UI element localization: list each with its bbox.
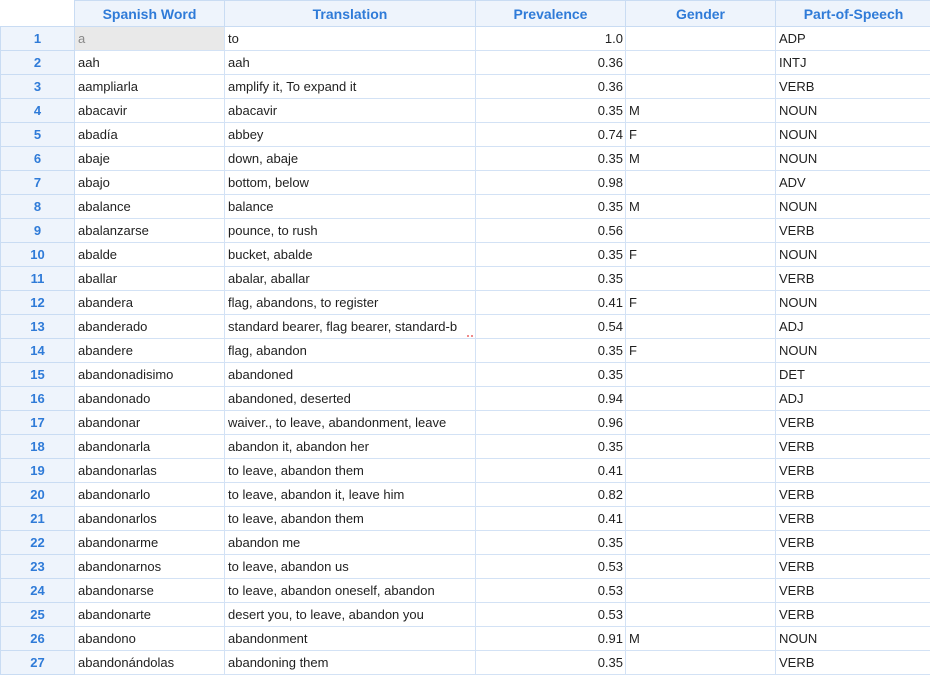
- cell-translation[interactable]: standard bearer, flag bearer, standard-b: [225, 315, 476, 339]
- table-row: [1, 315, 930, 339]
- cell-spanish-word[interactable]: abajo: [75, 171, 225, 195]
- cell-translation[interactable]: balance: [225, 195, 476, 219]
- cell-translation[interactable]: abandonment: [225, 627, 476, 651]
- cell-prevalence[interactable]: 0.41: [476, 507, 626, 531]
- corner-cell[interactable]: [1, 1, 75, 27]
- column-header-prevalence[interactable]: Prevalence: [476, 1, 626, 27]
- cell-translation[interactable]: pounce, to rush: [225, 219, 476, 243]
- cell-prevalence[interactable]: 0.35: [476, 147, 626, 171]
- cell-part-of-speech[interactable]: NOUN: [776, 627, 930, 651]
- cell-gender[interactable]: [626, 531, 776, 555]
- cell-prevalence[interactable]: 0.35: [476, 363, 626, 387]
- table-row: [1, 627, 930, 651]
- cell-part-of-speech[interactable]: VERB: [776, 531, 930, 555]
- row-number[interactable]: 10: [1, 243, 75, 267]
- cell-part-of-speech[interactable]: NOUN: [776, 99, 930, 123]
- cell-gender[interactable]: [626, 27, 776, 51]
- cell-gender[interactable]: [626, 75, 776, 99]
- cell-spanish-word[interactable]: abandera: [75, 291, 225, 315]
- table-row: [1, 579, 930, 603]
- cell-part-of-speech[interactable]: ADJ: [776, 387, 930, 411]
- cell-part-of-speech[interactable]: VERB: [776, 603, 930, 627]
- cell-translation[interactable]: abandon me: [225, 531, 476, 555]
- cell-translation[interactable]: down, abaje: [225, 147, 476, 171]
- table-row: [1, 531, 930, 555]
- table-row: [1, 387, 930, 411]
- column-header-translation[interactable]: Translation: [225, 1, 476, 27]
- row-number[interactable]: 9: [1, 219, 75, 243]
- cell-spanish-word[interactable]: a: [75, 27, 225, 51]
- cell-spanish-word[interactable]: abalance: [75, 195, 225, 219]
- cell-gender[interactable]: F: [626, 291, 776, 315]
- row-number[interactable]: 1: [1, 27, 75, 51]
- cell-prevalence[interactable]: 0.82: [476, 483, 626, 507]
- cell-translation[interactable]: to leave, abandon them: [225, 459, 476, 483]
- cell-spanish-word[interactable]: abaje: [75, 147, 225, 171]
- cell-translation[interactable]: bucket, abalde: [225, 243, 476, 267]
- cell-translation[interactable]: abacavir: [225, 99, 476, 123]
- cell-part-of-speech[interactable]: NOUN: [776, 195, 930, 219]
- cell-gender[interactable]: [626, 267, 776, 291]
- cell-gender[interactable]: F: [626, 339, 776, 363]
- cell-gender[interactable]: [626, 171, 776, 195]
- cell-spanish-word[interactable]: aah: [75, 51, 225, 75]
- cell-part-of-speech[interactable]: NOUN: [776, 243, 930, 267]
- row-number[interactable]: 8: [1, 195, 75, 219]
- cell-prevalence[interactable]: 0.94: [476, 387, 626, 411]
- table-row: [1, 291, 930, 315]
- cell-prevalence[interactable]: 0.53: [476, 579, 626, 603]
- cell-part-of-speech[interactable]: VERB: [776, 483, 930, 507]
- header-row: [1, 1, 930, 27]
- cell-part-of-speech[interactable]: NOUN: [776, 339, 930, 363]
- table-row: [1, 459, 930, 483]
- cell-gender[interactable]: [626, 435, 776, 459]
- cell-spanish-word[interactable]: abandonarse: [75, 579, 225, 603]
- cell-spanish-word[interactable]: abalanzarse: [75, 219, 225, 243]
- cell-part-of-speech[interactable]: VERB: [776, 219, 930, 243]
- cell-prevalence[interactable]: 0.96: [476, 411, 626, 435]
- row-number[interactable]: 26: [1, 627, 75, 651]
- table-row: [1, 507, 930, 531]
- cell-spanish-word[interactable]: abacavir: [75, 99, 225, 123]
- cell-translation[interactable]: amplify it, To expand it: [225, 75, 476, 99]
- cell-gender[interactable]: [626, 387, 776, 411]
- cell-gender[interactable]: [626, 579, 776, 603]
- overflow-indicator-icon: [467, 332, 473, 337]
- cell-gender[interactable]: F: [626, 243, 776, 267]
- table-row: [1, 363, 930, 387]
- cell-gender[interactable]: M: [626, 195, 776, 219]
- row-number[interactable]: 13: [1, 315, 75, 339]
- cell-part-of-speech[interactable]: NOUN: [776, 147, 930, 171]
- cell-gender[interactable]: M: [626, 147, 776, 171]
- cell-translation[interactable]: to leave, abandon oneself, abandon: [225, 579, 476, 603]
- cell-part-of-speech[interactable]: ADV: [776, 171, 930, 195]
- cell-part-of-speech[interactable]: VERB: [776, 411, 930, 435]
- table-row: [1, 171, 930, 195]
- cell-gender[interactable]: M: [626, 99, 776, 123]
- cell-translation[interactable]: abandon it, abandon her: [225, 435, 476, 459]
- cell-part-of-speech[interactable]: VERB: [776, 435, 930, 459]
- column-header-gender[interactable]: Gender: [626, 1, 776, 27]
- cell-spanish-word[interactable]: abandonarlo: [75, 483, 225, 507]
- cell-part-of-speech[interactable]: VERB: [776, 651, 930, 675]
- row-number[interactable]: 27: [1, 651, 75, 675]
- cell-part-of-speech[interactable]: VERB: [776, 267, 930, 291]
- row-number[interactable]: 12: [1, 291, 75, 315]
- cell-prevalence[interactable]: 1.0: [476, 27, 626, 51]
- cell-translation[interactable]: abandoned, deserted: [225, 387, 476, 411]
- cell-prevalence[interactable]: 0.53: [476, 555, 626, 579]
- cell-prevalence[interactable]: 0.35: [476, 651, 626, 675]
- cell-prevalence[interactable]: 0.98: [476, 171, 626, 195]
- cell-gender[interactable]: [626, 507, 776, 531]
- cell-spanish-word[interactable]: abandonarlos: [75, 507, 225, 531]
- cell-translation[interactable]: to: [225, 27, 476, 51]
- cell-gender[interactable]: [626, 363, 776, 387]
- column-header-part-of-speech[interactable]: Part-of-Speech: [776, 1, 930, 27]
- cell-spanish-word[interactable]: abadía: [75, 123, 225, 147]
- cell-spanish-word[interactable]: abalde: [75, 243, 225, 267]
- cell-part-of-speech[interactable]: DET: [776, 363, 930, 387]
- table-row: [1, 555, 930, 579]
- table-row: [1, 51, 930, 75]
- cell-prevalence[interactable]: 0.35: [476, 435, 626, 459]
- table-row: [1, 147, 930, 171]
- cell-spanish-word[interactable]: abandonarnos: [75, 555, 225, 579]
- cell-translation[interactable]: to leave, abandon it, leave him: [225, 483, 476, 507]
- cell-spanish-word[interactable]: abandonado: [75, 387, 225, 411]
- cell-spanish-word[interactable]: abandonarte: [75, 603, 225, 627]
- table-row: [1, 123, 930, 147]
- table-row: [1, 75, 930, 99]
- row-number[interactable]: 23: [1, 555, 75, 579]
- cell-gender[interactable]: [626, 555, 776, 579]
- row-number[interactable]: 11: [1, 267, 75, 291]
- cell-spanish-word[interactable]: aampliarla: [75, 75, 225, 99]
- cell-prevalence[interactable]: 0.35: [476, 195, 626, 219]
- cell-translation[interactable]: abbey: [225, 123, 476, 147]
- table-row: [1, 99, 930, 123]
- cell-spanish-word[interactable]: abandonarme: [75, 531, 225, 555]
- row-number[interactable]: 16: [1, 387, 75, 411]
- cell-translation[interactable]: abandoned: [225, 363, 476, 387]
- table-row: [1, 603, 930, 627]
- cell-part-of-speech[interactable]: NOUN: [776, 291, 930, 315]
- column-header-spanish-word[interactable]: Spanish Word: [75, 1, 225, 27]
- table-row: [1, 339, 930, 363]
- row-number[interactable]: 17: [1, 411, 75, 435]
- cell-prevalence[interactable]: 0.41: [476, 291, 626, 315]
- cell-part-of-speech[interactable]: VERB: [776, 459, 930, 483]
- cell-prevalence[interactable]: 0.41: [476, 459, 626, 483]
- cell-gender[interactable]: [626, 651, 776, 675]
- row-number[interactable]: 24: [1, 579, 75, 603]
- row-number[interactable]: 3: [1, 75, 75, 99]
- table-row: [1, 267, 930, 291]
- cell-part-of-speech[interactable]: NOUN: [776, 123, 930, 147]
- row-number[interactable]: 22: [1, 531, 75, 555]
- cell-spanish-word[interactable]: abandonar: [75, 411, 225, 435]
- row-number[interactable]: 14: [1, 339, 75, 363]
- row-number[interactable]: 5: [1, 123, 75, 147]
- table-row: [1, 651, 930, 675]
- cell-prevalence[interactable]: 0.35: [476, 243, 626, 267]
- row-number[interactable]: 7: [1, 171, 75, 195]
- cell-translation[interactable]: to leave, abandon us: [225, 555, 476, 579]
- cell-prevalence[interactable]: 0.56: [476, 219, 626, 243]
- table-row: [1, 27, 930, 51]
- cell-translation[interactable]: bottom, below: [225, 171, 476, 195]
- row-number[interactable]: 21: [1, 507, 75, 531]
- cell-gender[interactable]: [626, 51, 776, 75]
- cell-gender[interactable]: [626, 411, 776, 435]
- cell-part-of-speech[interactable]: VERB: [776, 75, 930, 99]
- cell-gender[interactable]: F: [626, 123, 776, 147]
- cell-part-of-speech[interactable]: ADP: [776, 27, 930, 51]
- cell-gender[interactable]: [626, 483, 776, 507]
- row-number[interactable]: 25: [1, 603, 75, 627]
- table-row: [1, 195, 930, 219]
- cell-gender[interactable]: [626, 315, 776, 339]
- cell-translation[interactable]: abandoning them: [225, 651, 476, 675]
- cell-spanish-word[interactable]: abandere: [75, 339, 225, 363]
- row-number[interactable]: 15: [1, 363, 75, 387]
- row-number[interactable]: 6: [1, 147, 75, 171]
- table-row: [1, 219, 930, 243]
- cell-spanish-word[interactable]: abandonándolas: [75, 651, 225, 675]
- cell-translation[interactable]: to leave, abandon them: [225, 507, 476, 531]
- cell-prevalence[interactable]: 0.36: [476, 51, 626, 75]
- cell-prevalence[interactable]: 0.54: [476, 315, 626, 339]
- row-number[interactable]: 20: [1, 483, 75, 507]
- table-row: [1, 435, 930, 459]
- cell-part-of-speech[interactable]: INTJ: [776, 51, 930, 75]
- cell-gender[interactable]: [626, 219, 776, 243]
- cell-prevalence[interactable]: 0.36: [476, 75, 626, 99]
- cell-spanish-word[interactable]: abandono: [75, 627, 225, 651]
- cell-part-of-speech[interactable]: VERB: [776, 579, 930, 603]
- table-row: [1, 411, 930, 435]
- cell-translation[interactable]: desert you, to leave, abandon you: [225, 603, 476, 627]
- table-row: [1, 483, 930, 507]
- table-row: [1, 243, 930, 267]
- row-number[interactable]: 18: [1, 435, 75, 459]
- cell-spanish-word[interactable]: abandonarlas: [75, 459, 225, 483]
- cell-translation[interactable]: flag, abandon: [225, 339, 476, 363]
- cell-translation[interactable]: waiver., to leave, abandonment, leave: [225, 411, 476, 435]
- cell-spanish-word[interactable]: abandonadisimo: [75, 363, 225, 387]
- cell-part-of-speech[interactable]: VERB: [776, 507, 930, 531]
- cell-spanish-word[interactable]: abandonarla: [75, 435, 225, 459]
- cell-part-of-speech[interactable]: ADJ: [776, 315, 930, 339]
- cell-gender[interactable]: M: [626, 627, 776, 651]
- cell-prevalence[interactable]: 0.91: [476, 627, 626, 651]
- row-number[interactable]: 4: [1, 99, 75, 123]
- cell-gender[interactable]: [626, 459, 776, 483]
- cell-translation[interactable]: flag, abandons, to register: [225, 291, 476, 315]
- cell-prevalence[interactable]: 0.35: [476, 99, 626, 123]
- cell-prevalence[interactable]: 0.35: [476, 531, 626, 555]
- cell-translation[interactable]: abalar, aballar: [225, 267, 476, 291]
- cell-prevalence[interactable]: 0.35: [476, 267, 626, 291]
- row-number[interactable]: 2: [1, 51, 75, 75]
- cell-prevalence[interactable]: 0.35: [476, 339, 626, 363]
- cell-gender[interactable]: [626, 603, 776, 627]
- cell-prevalence[interactable]: 0.53: [476, 603, 626, 627]
- cell-part-of-speech[interactable]: VERB: [776, 555, 930, 579]
- row-number[interactable]: 19: [1, 459, 75, 483]
- cell-prevalence[interactable]: 0.74: [476, 123, 626, 147]
- cell-spanish-word[interactable]: abanderado: [75, 315, 225, 339]
- cell-spanish-word[interactable]: aballar: [75, 267, 225, 291]
- cell-translation[interactable]: aah: [225, 51, 476, 75]
